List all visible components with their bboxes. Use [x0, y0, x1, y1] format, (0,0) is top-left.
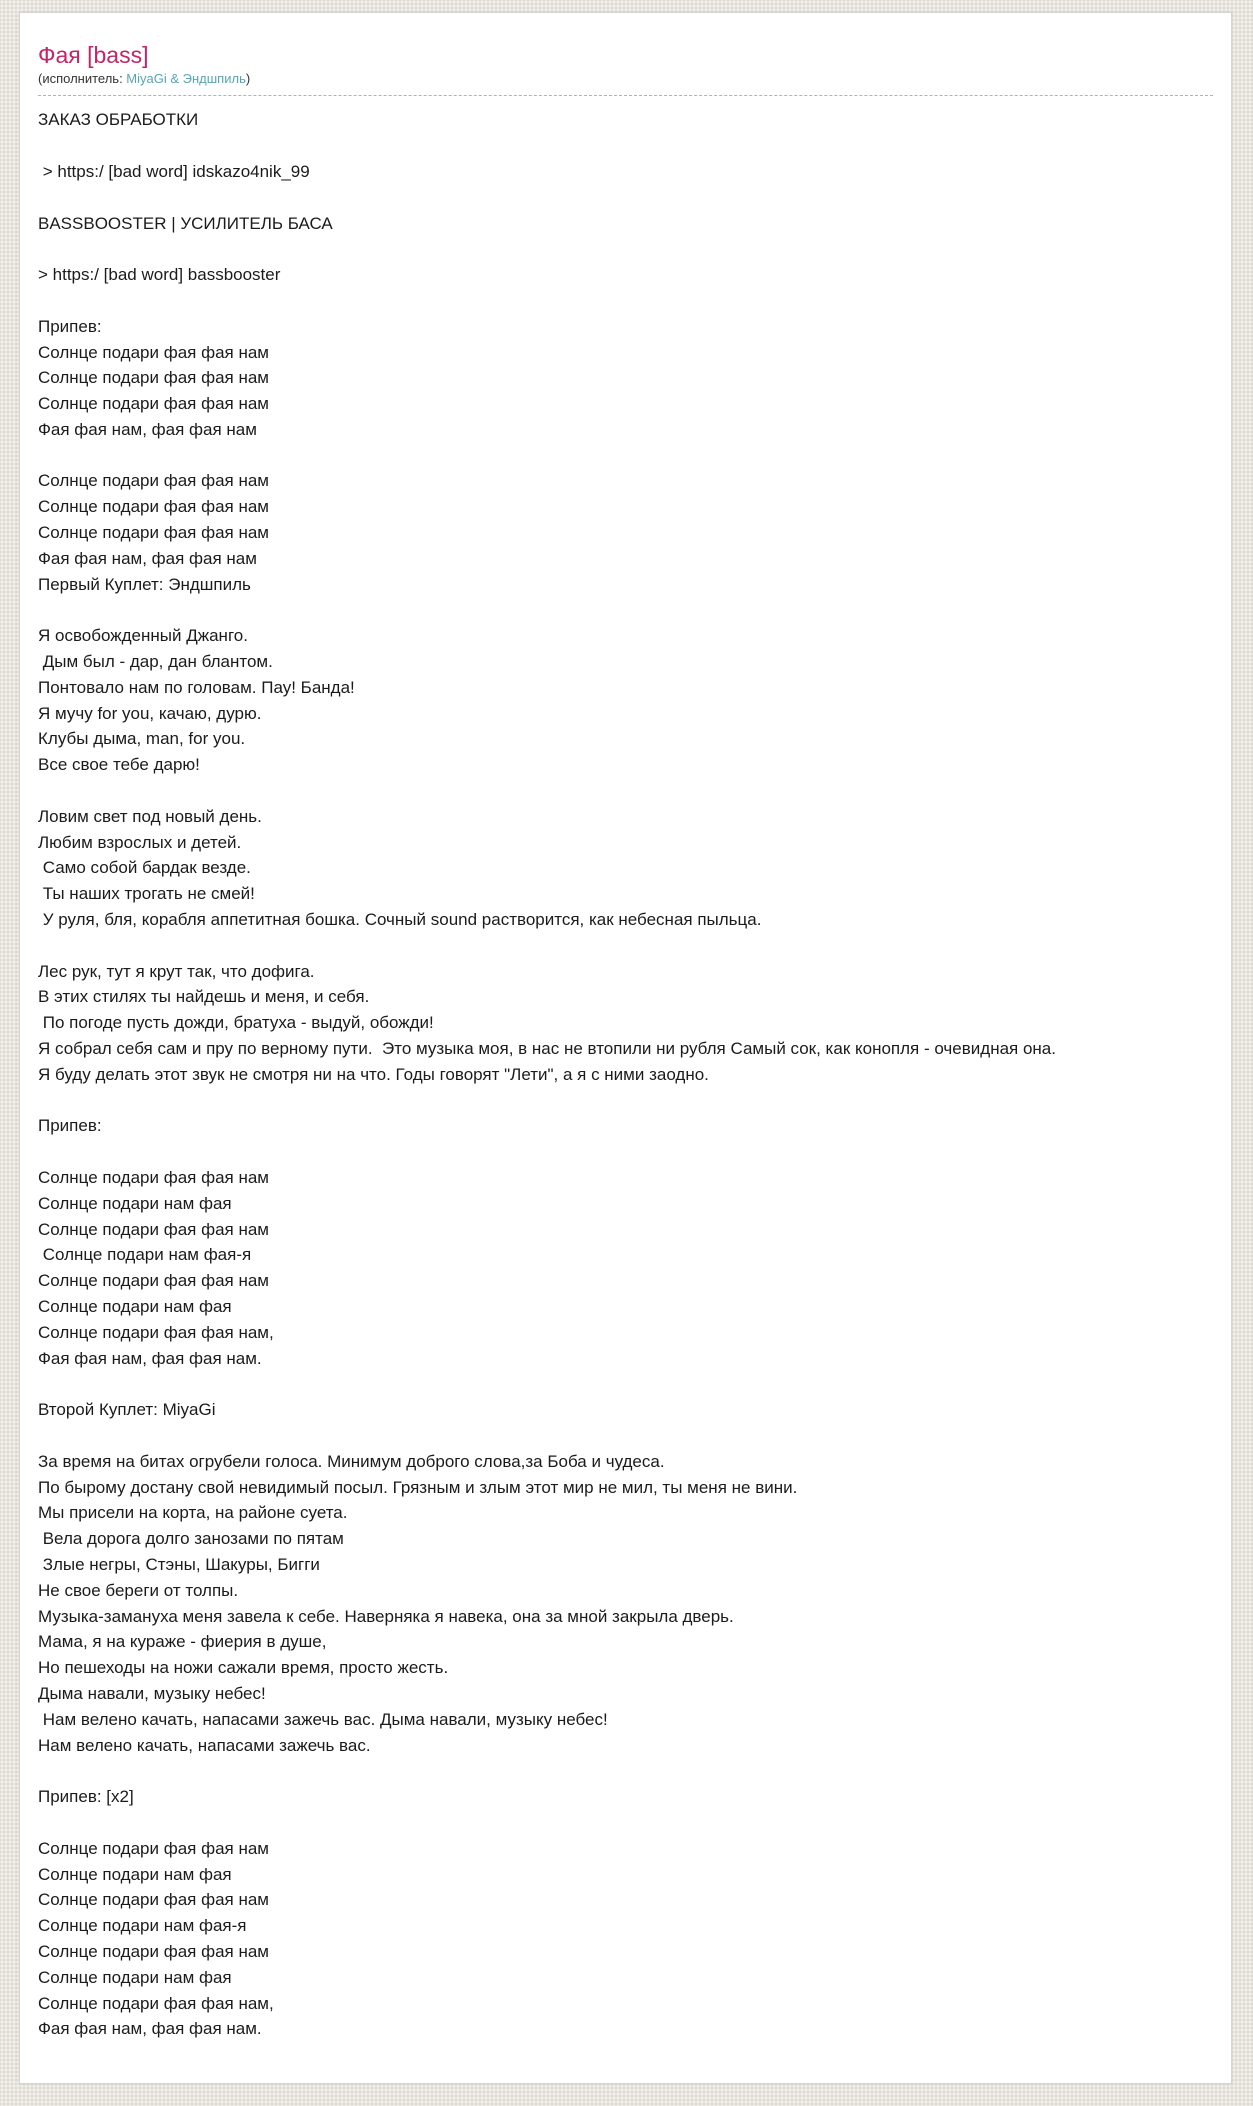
lyrics-line: Первый Куплет: Эндшпиль: [38, 574, 251, 594]
lyrics-line: [38, 1423, 1213, 1449]
lyrics-line: Солнце подари фая фая нам: [38, 1941, 269, 1961]
lyrics-line: Ловим свет под новый день.: [38, 806, 262, 826]
lyrics-line: Но пешеходы на ножи сажали время, просто жесть.: [38, 1658, 449, 1678]
lyrics-line: Солнце подари фая фая нам,: [38, 1993, 274, 2013]
lyrics-line: [38, 185, 1213, 211]
lyrics-line: Само собой бардак везде.: [38, 858, 251, 878]
artist-suffix-label: ): [245, 71, 251, 87]
lyrics-line: По погоде пусть дожди, братуха - выдуй, обожди!: [38, 1013, 434, 1033]
lyrics-line: Мама, я на кураже - фиерия в душе,: [38, 1632, 327, 1652]
lyrics-line: Нам велено качать, напасами зажечь вас.: [38, 1735, 371, 1755]
lyrics-line: Нам велено качать, напасами зажечь вас. Дыма навали, музыку небес!: [38, 1709, 608, 1729]
lyrics-line: Клубы дыма, man, for you.: [38, 729, 246, 749]
lyrics-line: Музыка-замануха меня завела к себе. Наверняка я навека, она за мной закрыла дверь.: [38, 1606, 734, 1626]
lyrics-line: Мы присели на корта, на районе суета.: [38, 1503, 348, 1523]
lyrics-line: BASSBOOSTER | УСИЛИТЕЛЬ БАСА: [38, 213, 333, 233]
lyrics-line: [38, 1758, 1213, 1784]
lyrics-line: Не свое береги от толпы.: [38, 1580, 239, 1600]
lyrics-line: Солнце подари фая фая нам: [38, 471, 269, 491]
lyrics-line: По бырому достану свой невидимый посыл. Грязным и злым этот мир не мил, ты меня не вини.: [38, 1477, 798, 1497]
lyrics-line: Солнце подари фая фая нам: [38, 342, 269, 362]
lyrics-line: Солнце подари нам фая-я: [38, 1245, 252, 1265]
lyrics-line: Солнце подари фая фая нам: [38, 1168, 269, 1187]
artist-line: [38, 71, 1213, 88]
lyrics-line: Фая фая нам, фая фая нам.: [38, 2019, 262, 2039]
lyrics-line: Я освобожденный Джанго.: [38, 626, 248, 646]
lyrics-line: [38, 288, 1213, 314]
lyrics-line: Я буду делать этот звук не смотря ни на что. Годы говорят "Лети", а я с ними заодно.: [38, 1064, 709, 1084]
lyrics-line: Дым был - дар, дан блантом.: [38, 652, 273, 672]
artist-link[interactable]: MiyaGi & Эндшпиль: [126, 71, 246, 87]
lyrics-line: Фая фая нам, фая фая нам: [38, 419, 257, 439]
lyrics-line: [38, 236, 1213, 262]
lyrics-line: Припев:: [38, 316, 102, 336]
lyrics-line: Понтовало нам по головам. Пау! Банда!: [38, 677, 355, 697]
lyrics-line: Дыма навали, музыку небес!: [38, 1683, 266, 1703]
lyrics-line: > https:/ [bad word] bassbooster: [38, 265, 281, 285]
lyrics-card: [19, 12, 1232, 2084]
lyrics-line: [38, 133, 1213, 159]
lyrics-line: Второй Куплет: MiyaGi: [38, 1400, 216, 1420]
lyrics-line: ЗАКАЗ ОБРАБОТКИ: [38, 110, 199, 130]
lyrics-line: Солнце подари нам фая: [38, 1193, 232, 1213]
lyrics-text: [38, 107, 1213, 2042]
lyrics-line: Фая фая нам, фая фая нам.: [38, 1348, 262, 1368]
lyrics-line: Ты наших трогать не смей!: [38, 884, 255, 904]
lyrics-line: Вела дорога долго занозами по пятам: [38, 1529, 344, 1549]
lyrics-line: За время на битах огрубели голоса. Минимум доброго слова,за Боба и чудеса.: [38, 1451, 665, 1471]
lyrics-line: Я мучу for you, качаю, дурю.: [38, 703, 262, 723]
lyrics-line: [38, 778, 1213, 804]
lyrics-line: Солнце подари фая фая нам: [38, 1271, 269, 1291]
lyrics-line: Солнце подари нам фая: [38, 1967, 232, 1987]
lyrics-line: Припев: [x2]: [38, 1787, 134, 1807]
lyrics-line: > https:/ [bad word] idskazo4nik_99: [38, 161, 310, 181]
lyrics-line: [38, 1810, 1213, 1836]
lyrics-line: Любим взрослых и детей.: [38, 832, 242, 852]
lyrics-line: Солнце подари нам фая-я: [38, 1916, 247, 1936]
lyrics-line: [38, 597, 1213, 623]
artist-prefix-label: (исполнитель:: [38, 71, 127, 87]
lyrics-line: Припев:: [38, 1116, 102, 1136]
lyrics-line: [38, 1371, 1213, 1397]
lyrics-line: Солнце подари фая фая нам: [38, 394, 269, 414]
lyrics-line: Солнце подари фая фая нам,: [38, 1322, 274, 1342]
lyrics-line: В этих стилях ты найдешь и меня, и себя.: [38, 987, 370, 1007]
lyrics-line: Лес рук, тут я крут так, что дофига.: [38, 961, 315, 981]
lyrics-line: Я собрал себя сам и пру по верному пути. Это музыка моя, в нас не втопили ни рубля Самый сок, как конопля - очевидная она.: [38, 1039, 1056, 1059]
lyrics-line: Солнце подари фая фая нам: [38, 497, 269, 517]
lyrics-line: Солнце подари фая фая нам: [38, 523, 269, 543]
lyrics-line: Фая фая нам, фая фая нам: [38, 548, 257, 568]
lyrics-line: Злые негры, Стэны, Шакуры, Бигги: [38, 1554, 320, 1574]
lyrics-line: У руля, бля, корабля аппетитная бошка. Сочный sound растворится, как небесная пыльца.: [38, 910, 762, 930]
lyrics-line: Солнце подари фая фая нам: [38, 1219, 269, 1239]
song-title: Фая [bass]: [38, 42, 149, 68]
lyrics-line: [38, 1088, 1213, 1114]
lyrics-line: [38, 443, 1213, 469]
lyrics-line: Солнце подари фая фая нам: [38, 368, 269, 388]
lyrics-line: Солнце подари фая фая нам: [38, 1838, 269, 1858]
lyrics-line: Солнце подари нам фая: [38, 1296, 232, 1316]
lyrics-line: Все свое тебе дарю!: [38, 755, 200, 775]
song-header: [38, 42, 1213, 96]
lyrics-line: [38, 933, 1213, 959]
lyrics-line: Солнце подари фая фая нам: [38, 1890, 269, 1910]
lyrics-line: Солнце подари нам фая: [38, 1864, 232, 1884]
lyrics-line: [38, 1139, 1213, 1165]
